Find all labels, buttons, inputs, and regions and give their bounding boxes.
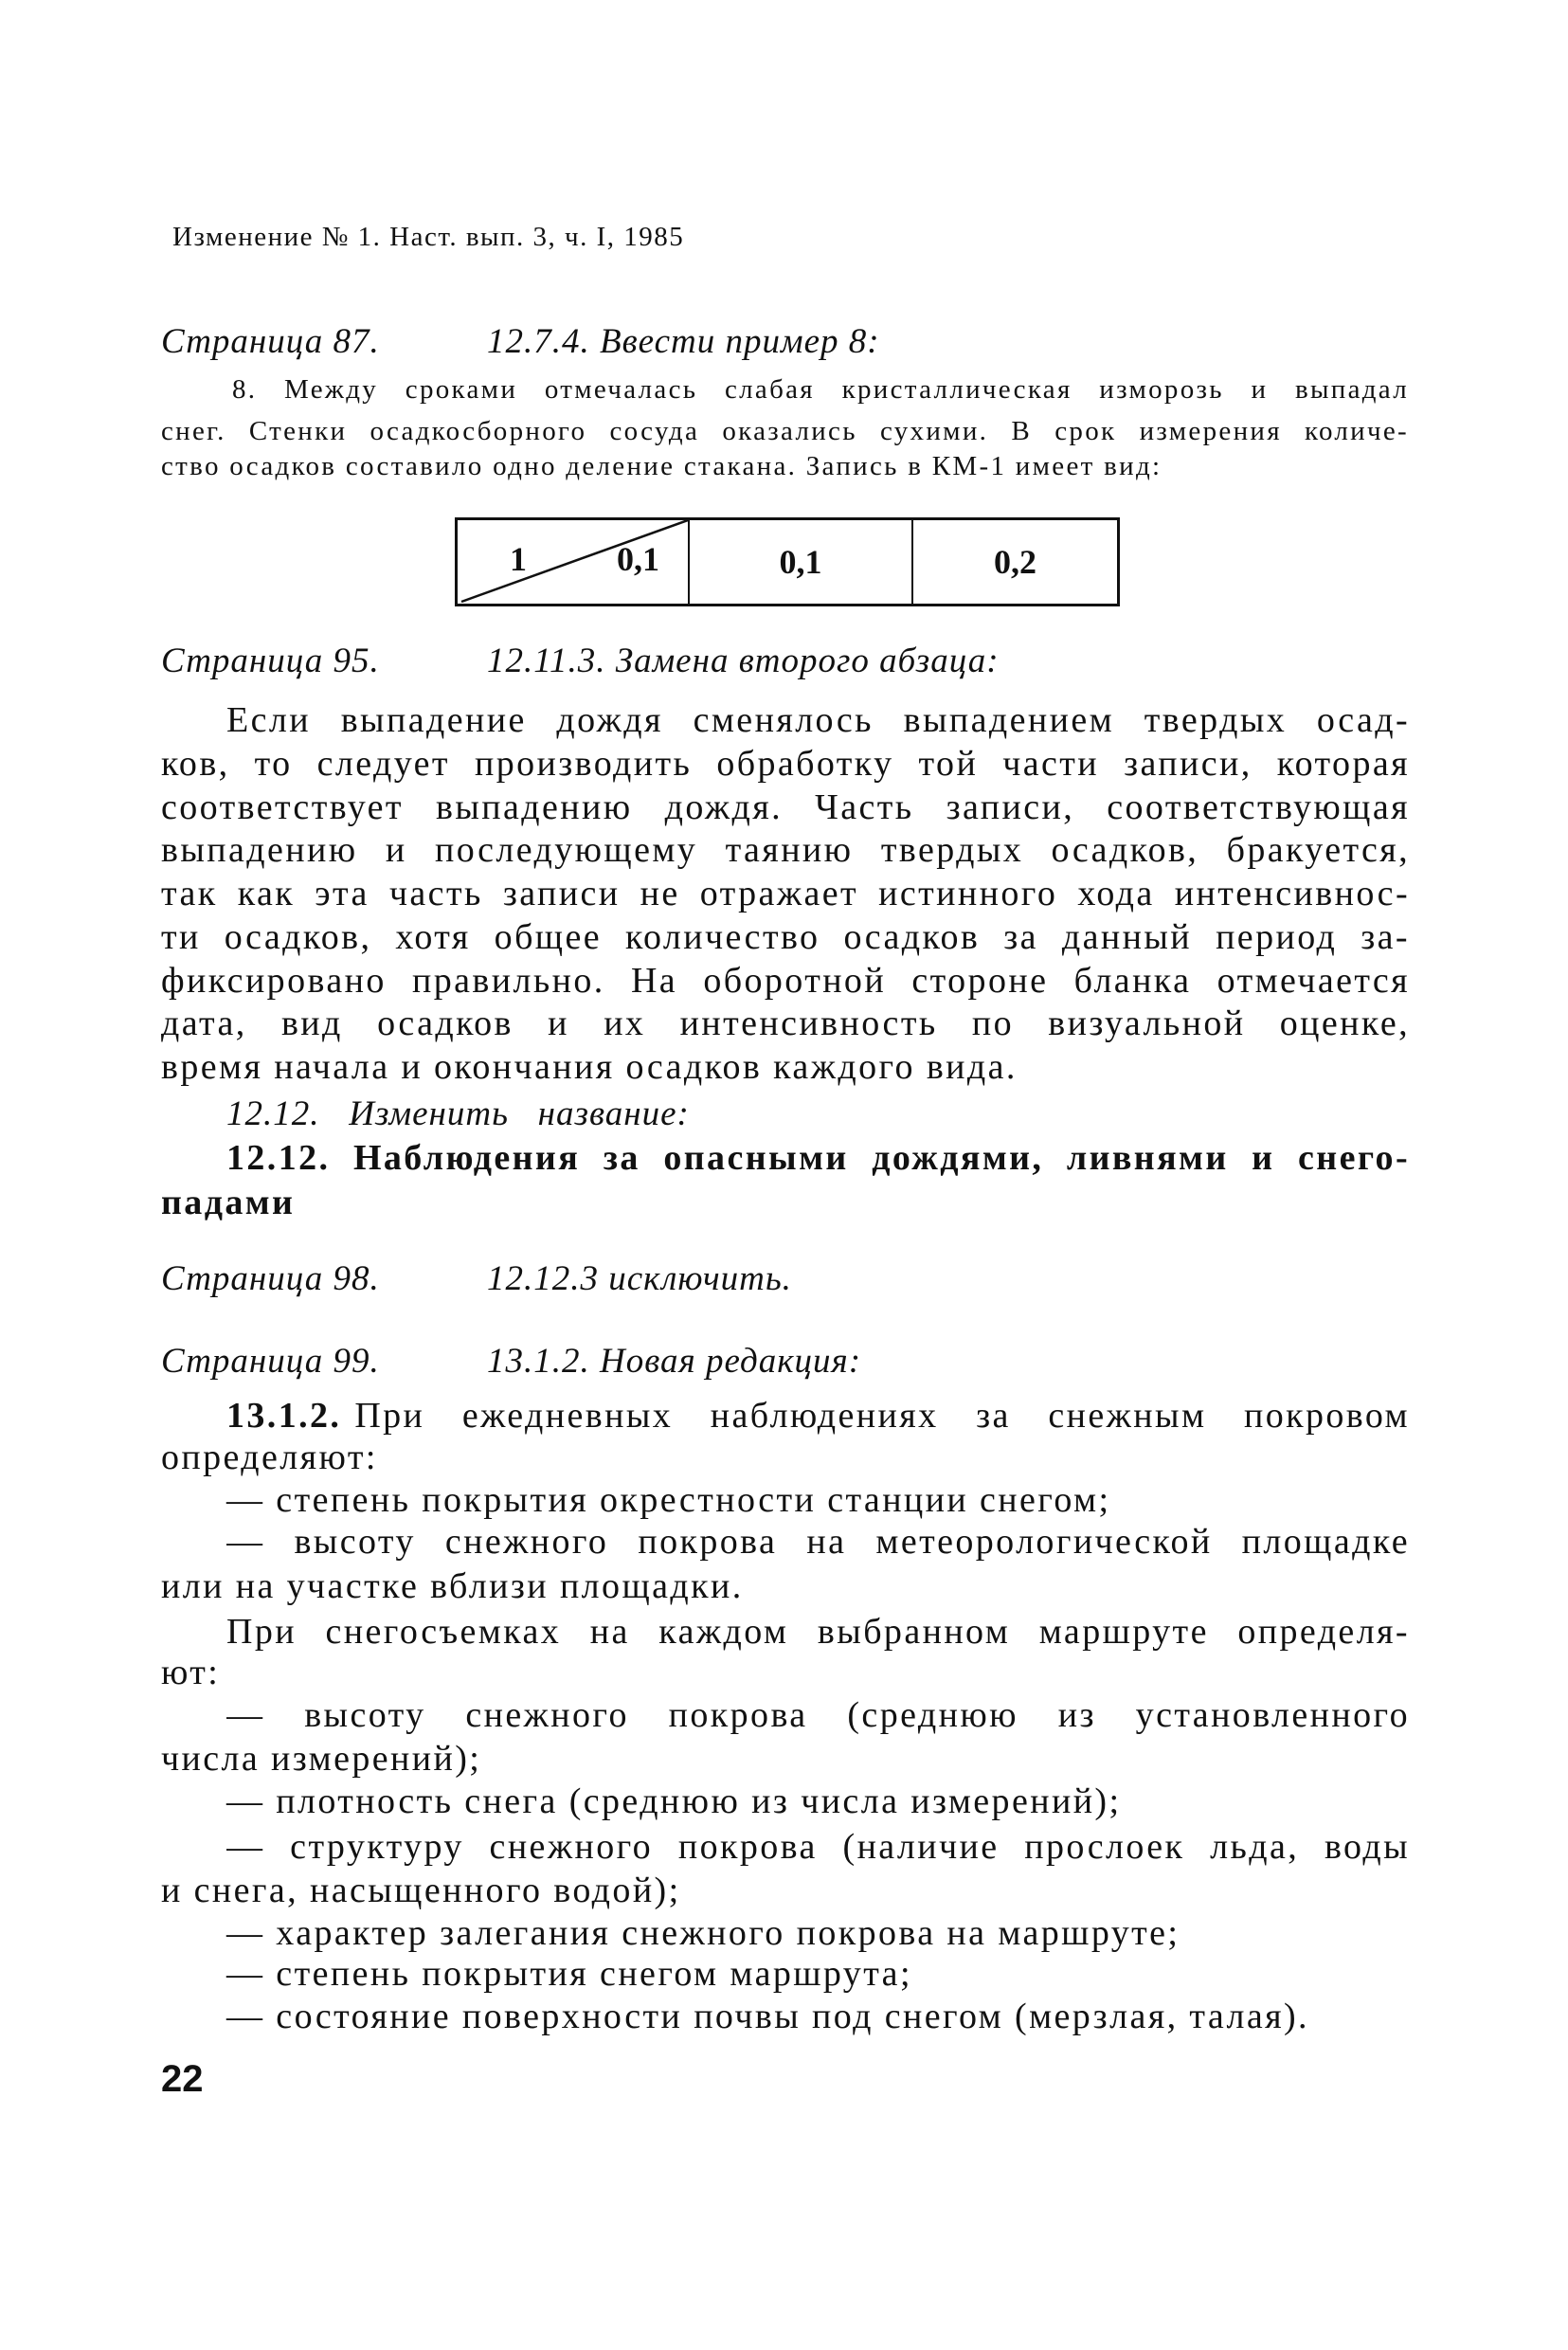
paragraph-text: При ежедневных наблюдениях за снежным покровом xyxy=(354,1396,1410,1436)
list-item: — высоту снежного покрова на метеорологической площадке xyxy=(226,1522,1410,1562)
km-cell: 0,1 xyxy=(690,520,913,604)
instruction-98: 12.12.3 исключить. xyxy=(487,1259,792,1298)
paragraph-line: ков, то следует производить обработку той части записи, которая xyxy=(161,744,1410,784)
km-cell-split xyxy=(458,520,690,604)
paragraph-line: ют: xyxy=(161,1653,221,1692)
paragraph-line: При снегосъемках на каждом выбранном маршруте определя- xyxy=(226,1612,1410,1652)
list-item: — состояние поверхности почвы под снегом (мерзлая, талая). xyxy=(226,1997,1309,2036)
km-cell: 0,2 xyxy=(994,543,1036,581)
paragraph-line xyxy=(226,1394,1410,1437)
example-line: 8. Между сроками отмечалась слабая кристаллическая изморозь и выпадал xyxy=(232,374,1409,405)
list-item: — высоту снежного покрова (среднюю из установленного xyxy=(226,1695,1410,1735)
km1-record-table xyxy=(455,517,1120,606)
paragraph-line: фиксировано правильно. На оборотной стороне бланка отмечается xyxy=(161,961,1410,1001)
instruction-99: 13.1.2. Новая редакция: xyxy=(487,1342,862,1381)
clause-number: 13.1.2. xyxy=(226,1396,342,1436)
paragraph-line: Если выпадение дождя сменялось выпадением твердых осад- xyxy=(226,700,1410,740)
instruction-95: 12.11.3. Замена второго абзаца: xyxy=(487,642,1000,680)
list-item: — структуру снежного покрова (наличие прослоек льда, воды xyxy=(226,1827,1410,1867)
page-ref-87: Страница 87. xyxy=(161,322,380,361)
example-line: ство осадков составило одно деление стакана. Запись в КМ-1 имеет вид: xyxy=(161,451,1162,481)
paragraph-line: числа измерений); xyxy=(161,1739,482,1779)
list-item: — характер залегания снежного покрова на маршруте; xyxy=(226,1913,1181,1953)
paragraph-line: и снега, насыщенного водой); xyxy=(161,1871,681,1910)
paragraph-line: соответствует выпадению дождя. Часть записи, соответствующая xyxy=(161,787,1410,827)
paragraph-line: ти осадков, хотя общее количество осадков за данный период за- xyxy=(161,917,1410,957)
instruction-87: 12.7.4. Ввести пример 8: xyxy=(487,322,880,361)
section-heading: падами xyxy=(161,1183,296,1222)
km-cell-amount: 0,1 xyxy=(617,540,659,578)
page-ref-98: Страница 98. xyxy=(161,1259,380,1298)
section-heading: 12.12. Наблюдения за опасными дождями, ливнями и снего- xyxy=(226,1138,1410,1178)
paragraph-line: дата, вид осадков и их интенсивность по визуальной оценке, xyxy=(161,1003,1410,1043)
example-line: снег. Стенки осадкосборного сосуда оказались сухими. В срок измерения количе- xyxy=(161,416,1409,446)
document-header: Изменение № 1. Наст. вып. 3, ч. I, 1985 xyxy=(172,222,685,252)
paragraph-line: или на участке вблизи площадки. xyxy=(161,1566,744,1606)
paragraph-line: выпадению и последующему таянию твердых осадков, бракуется, xyxy=(161,830,1410,870)
list-item: — степень покрытия снегом маршрута; xyxy=(226,1954,912,1994)
list-item: — плотность снега (среднюю из числа измерений); xyxy=(226,1781,1122,1821)
list-item: — степень покрытия окрестности станции снегом; xyxy=(226,1480,1111,1520)
page-number: 22 xyxy=(161,2058,204,2100)
km-cell-count: 1 xyxy=(510,540,527,578)
paragraph-line: так как эта часть записи не отражает истинного хода интенсивнос- xyxy=(161,874,1410,913)
paragraph-line: определяют: xyxy=(161,1437,378,1477)
page-ref-99: Страница 99. xyxy=(161,1342,380,1381)
rename-instruction: 12.12. Изменить название: xyxy=(226,1094,690,1133)
page-ref-95: Страница 95. xyxy=(161,642,380,680)
paragraph-line: время начала и окончания осадков каждого вида. xyxy=(161,1047,1018,1087)
